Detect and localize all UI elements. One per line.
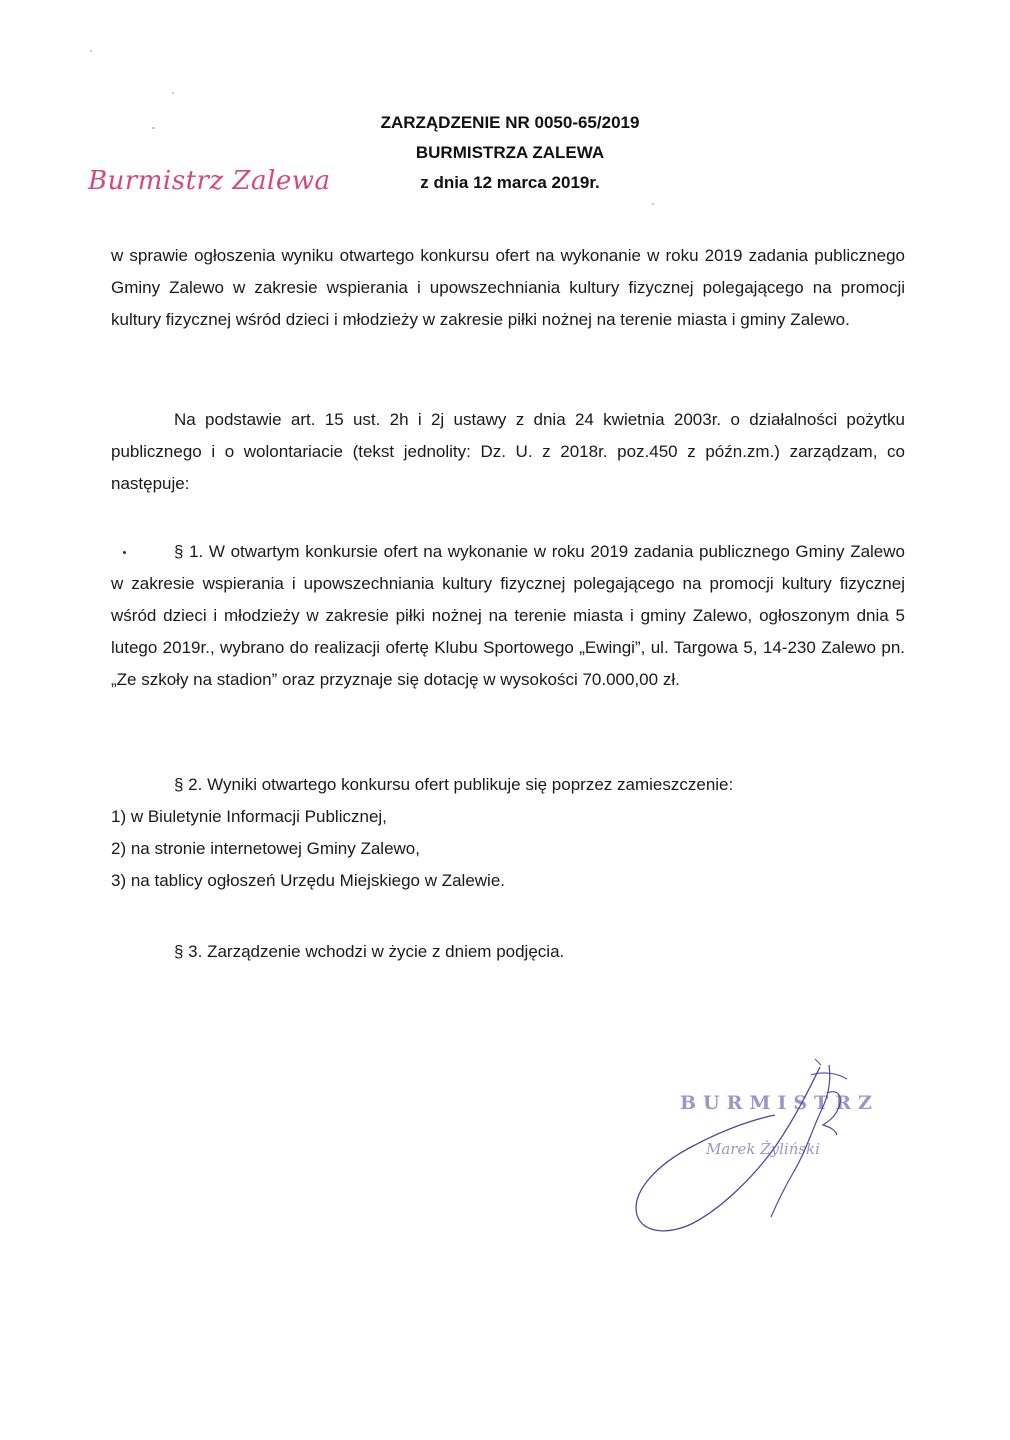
- signature-title: BURMISTRZ: [680, 1092, 879, 1114]
- scan-speck: [152, 127, 155, 129]
- document-title-block: [330, 108, 690, 198]
- paragraph-1: § 1. W otwartym konkursie ofert na wykonanie w roku 2019 zadania publicznego Gminy Zalewo w zakresie wspierania i upowszechniania kultury fizycznej polegającego na promocji kultury fizycznej wśród dzieci i młodzieży w zakresie piłki nożnej na terenie miasta i gminy Zalewo, ogłoszonym dnia 5 lutego 2019r., wybrano do realizacji ofertę Klubu Sportowego „Ewingi”, ul. Targowa 5, 14-230 Zalewo pn. „Ze szkoły na stadion” oraz przyznaje się dotację w wysokości 70.000,00 zł.: [111, 542, 905, 689]
- scan-speck: [652, 203, 654, 205]
- handwritten-signature: [615, 1055, 875, 1245]
- paragraph-2: [111, 769, 905, 897]
- office-stamp: Burmistrz Zalewa: [88, 166, 331, 196]
- legal-basis: Na podstawie art. 15 ust. 2h i 2j ustawy z dnia 24 kwietnia 2003r. o działalności pożytku publicznego i o wolontariacie (tekst jednolity: Dz. U. z 2018r. poz.450 z późn.zm.) zarządzam, co następuje:: [111, 410, 905, 493]
- paragraph-2-lead: § 2. Wyniki otwartego konkursu ofert publikuje się poprzez zamieszczenie:: [174, 775, 734, 794]
- scan-speck: [90, 50, 92, 52]
- list-item: 2) na stronie internetowej Gminy Zalewo,: [111, 839, 420, 858]
- paragraph-3: § 3. Zarządzenie wchodzi w życie z dniem podjęcia.: [174, 942, 565, 961]
- list-item: 3) na tablicy ogłoszeń Urzędu Miejskiego w Zalewie.: [111, 871, 506, 890]
- list-item: 1) w Biuletynie Informacji Publicznej,: [111, 807, 387, 826]
- issue-date: z dnia 12 marca 2019r.: [420, 173, 600, 192]
- issuer-title: BURMISTRZA ZALEWA: [415, 143, 605, 162]
- scan-speck: [172, 92, 174, 94]
- document-subject: w sprawie ogłoszenia wyniku otwartego konkursu ofert na wykonanie w roku 2019 zadania publicznego Gminy Zalewo w zakresie wspierania i upowszechniania kultury fizycznej polegającego na promocji kultury fizycznej wśród dzieci i młodzieży w zakresie piłki nożnej na terenie miasta i gminy Zalewo.: [111, 246, 905, 329]
- signatory-name: Marek Żyliński: [706, 1140, 820, 1158]
- order-number-title: ZARZĄDZENIE NR 0050-65/2019: [380, 113, 640, 132]
